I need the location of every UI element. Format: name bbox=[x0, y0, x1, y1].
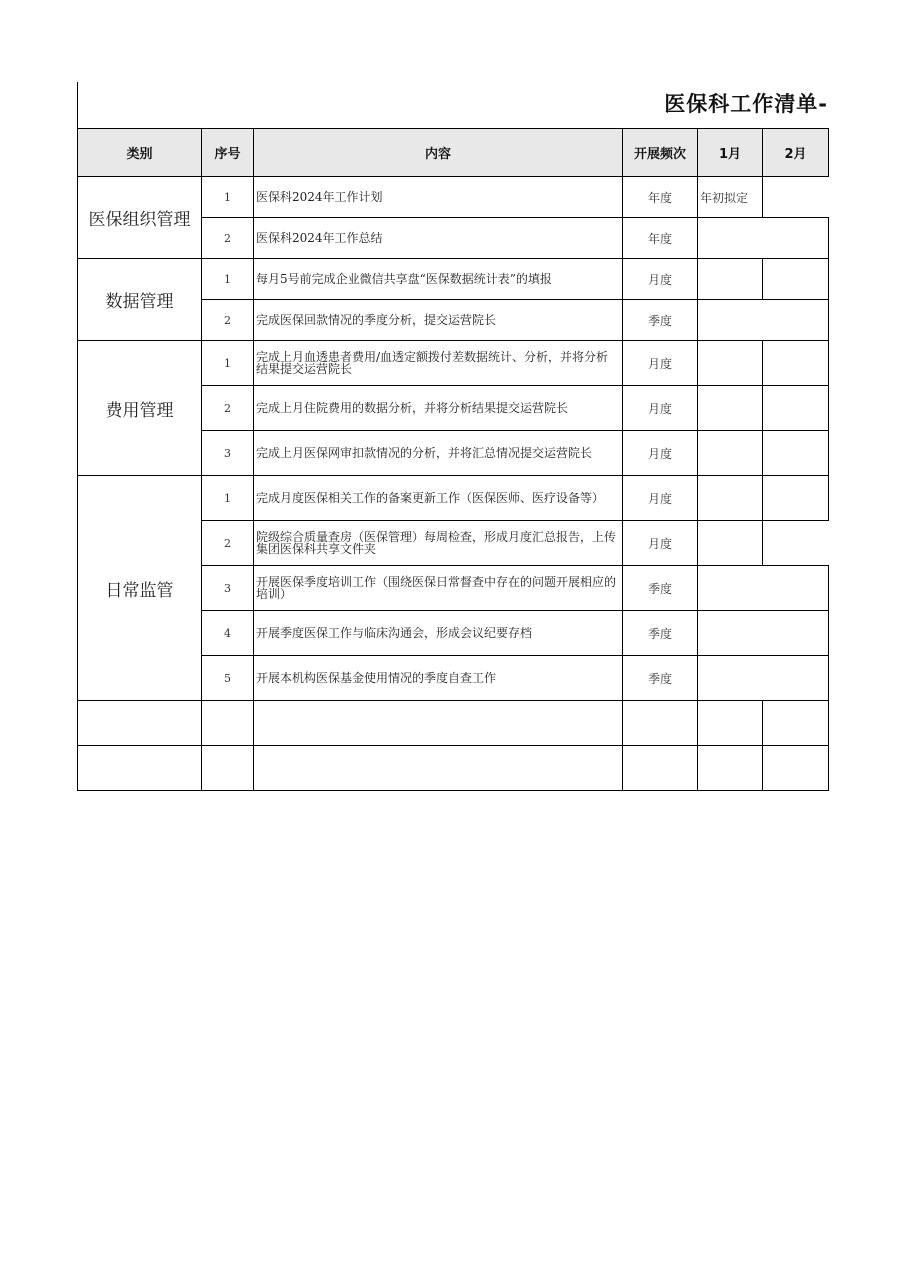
category-cell: 数据管理 bbox=[78, 259, 202, 341]
table-row bbox=[78, 259, 829, 300]
month-merged-cell bbox=[698, 656, 829, 701]
header-month-1: 1月 bbox=[698, 129, 763, 177]
frequency-cell: 季度 bbox=[623, 300, 698, 341]
seq-cell: 3 bbox=[202, 566, 254, 611]
month-2-cell bbox=[763, 431, 829, 476]
month-1-cell bbox=[698, 476, 763, 521]
frequency-cell: 月度 bbox=[623, 341, 698, 386]
content-cell: 完成上月血透患者费用/血透定额拨付差数据统计、分析，并将分析结果提交运营院长 bbox=[254, 341, 623, 386]
frequency-cell: 月度 bbox=[623, 259, 698, 300]
table-row bbox=[78, 476, 829, 521]
work-list-table bbox=[77, 128, 829, 791]
header-category: 类别 bbox=[78, 129, 202, 177]
seq-cell: 1 bbox=[202, 259, 254, 300]
header-frequency: 开展频次 bbox=[623, 129, 698, 177]
empty-cell bbox=[623, 746, 698, 791]
month-2-cell bbox=[763, 341, 829, 386]
frequency-cell: 季度 bbox=[623, 656, 698, 701]
content-cell: 开展医保季度培训工作（围绕医保日常督查中存在的问题开展相应的培训） bbox=[254, 566, 623, 611]
empty-cell bbox=[623, 701, 698, 746]
empty-cell bbox=[698, 701, 763, 746]
seq-cell: 1 bbox=[202, 177, 254, 218]
content-cell: 开展季度医保工作与临床沟通会，形成会议纪要存档 bbox=[254, 611, 623, 656]
empty-table-row bbox=[78, 701, 829, 746]
seq-cell: 2 bbox=[202, 300, 254, 341]
month-1-cell bbox=[698, 386, 763, 431]
seq-cell: 3 bbox=[202, 431, 254, 476]
header-row bbox=[78, 129, 829, 177]
table-row bbox=[78, 341, 829, 386]
category-cell: 费用管理 bbox=[78, 341, 202, 476]
content-cell: 院级综合质量查房（医保管理）每周检查，形成月度汇总报告，上传集团医保科共享文件夹 bbox=[254, 521, 623, 566]
frequency-cell: 季度 bbox=[623, 611, 698, 656]
month-2-cell bbox=[763, 259, 829, 300]
empty-cell bbox=[78, 746, 202, 791]
empty-cell bbox=[254, 746, 623, 791]
empty-cell bbox=[254, 701, 623, 746]
empty-cell bbox=[78, 701, 202, 746]
month-1-cell: 年初拟定 bbox=[698, 177, 763, 218]
month-2-cell bbox=[763, 521, 829, 566]
content-cell: 医保科2024年工作计划 bbox=[254, 177, 623, 218]
content-cell: 开展本机构医保基金使用情况的季度自查工作 bbox=[254, 656, 623, 701]
month-2-cell bbox=[763, 476, 829, 521]
category-cell: 日常监管 bbox=[78, 476, 202, 701]
empty-cell bbox=[202, 746, 254, 791]
left-border-rule bbox=[77, 82, 78, 128]
content-cell: 完成月度医保相关工作的备案更新工作（医保医师、医疗设备等） bbox=[254, 476, 623, 521]
content-cell: 完成上月住院费用的数据分析，并将分析结果提交运营院长 bbox=[254, 386, 623, 431]
empty-cell bbox=[698, 746, 763, 791]
page-title: 医保科工作清单- bbox=[664, 92, 828, 116]
seq-cell: 1 bbox=[202, 476, 254, 521]
empty-cell bbox=[763, 746, 829, 791]
seq-cell: 2 bbox=[202, 218, 254, 259]
content-cell: 完成医保回款情况的季度分析，提交运营院长 bbox=[254, 300, 623, 341]
frequency-cell: 月度 bbox=[623, 476, 698, 521]
month-merged-cell bbox=[698, 611, 829, 656]
empty-cell bbox=[202, 701, 254, 746]
content-cell: 每月5号前完成企业微信共享盘“医保数据统计表”的填报 bbox=[254, 259, 623, 300]
frequency-cell: 月度 bbox=[623, 386, 698, 431]
month-merged-cell bbox=[698, 300, 829, 341]
month-merged-cell bbox=[698, 566, 829, 611]
month-1-cell bbox=[698, 341, 763, 386]
seq-cell: 4 bbox=[202, 611, 254, 656]
content-cell: 医保科2024年工作总结 bbox=[254, 218, 623, 259]
frequency-cell: 年度 bbox=[623, 218, 698, 259]
header-seq: 序号 bbox=[202, 129, 254, 177]
month-1-cell bbox=[698, 521, 763, 566]
category-cell: 医保组织管理 bbox=[78, 177, 202, 259]
table-row bbox=[78, 177, 829, 218]
content-cell: 完成上月医保网审扣款情况的分析，并将汇总情况提交运营院长 bbox=[254, 431, 623, 476]
month-1-cell bbox=[698, 259, 763, 300]
seq-cell: 2 bbox=[202, 521, 254, 566]
frequency-cell: 季度 bbox=[623, 566, 698, 611]
frequency-cell: 月度 bbox=[623, 431, 698, 476]
seq-cell: 5 bbox=[202, 656, 254, 701]
month-1-cell bbox=[698, 431, 763, 476]
header-content: 内容 bbox=[254, 129, 623, 177]
frequency-cell: 年度 bbox=[623, 177, 698, 218]
frequency-cell: 月度 bbox=[623, 521, 698, 566]
empty-cell bbox=[763, 701, 829, 746]
empty-table-row bbox=[78, 746, 829, 791]
seq-cell: 1 bbox=[202, 341, 254, 386]
month-2-cell bbox=[763, 386, 829, 431]
month-merged-cell bbox=[698, 218, 829, 259]
seq-cell: 2 bbox=[202, 386, 254, 431]
month-2-cell bbox=[763, 177, 829, 218]
header-month-2: 2月 bbox=[763, 129, 829, 177]
